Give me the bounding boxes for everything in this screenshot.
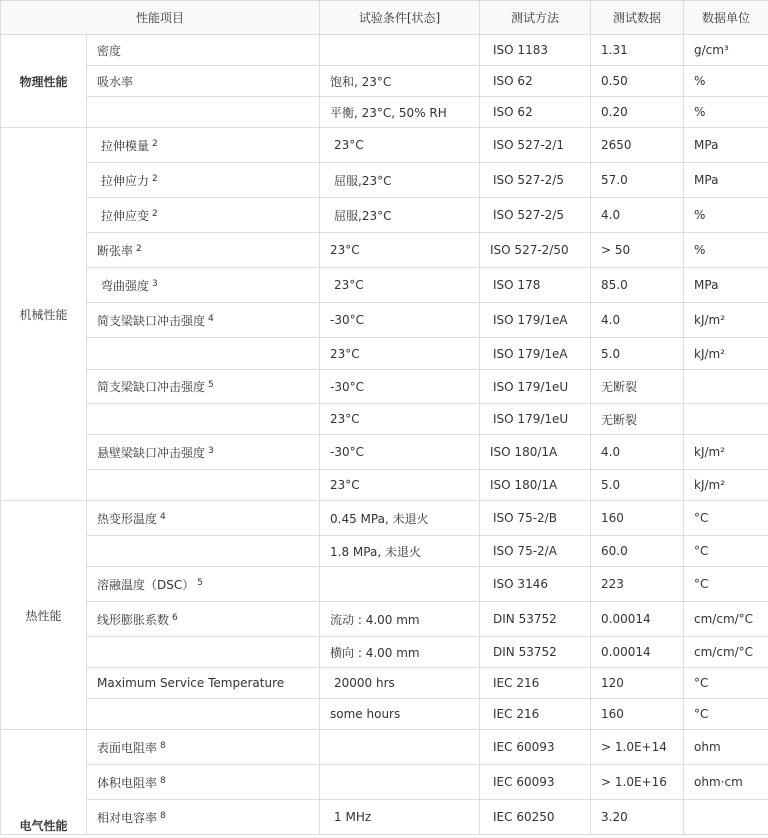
method-cell: ISO 179/1eA [480, 338, 591, 370]
method-cell: ISO 527-2/50 [480, 233, 591, 268]
property-cell [87, 404, 320, 435]
method-cell: IEC 216 [480, 668, 591, 699]
unit-cell: cm/cm/°C [684, 602, 768, 637]
condition-cell: 屈服,23°C [320, 198, 480, 233]
unit-cell: °C [684, 501, 768, 536]
property-cell: 体积电阻率 $^8$ [87, 765, 320, 800]
value-cell: 85.0 [591, 268, 684, 303]
condition-cell: 饱和, 23°C [320, 66, 480, 97]
property-cell [87, 699, 320, 730]
header-property: 性能项目 [1, 1, 320, 35]
method-cell: ISO 180/1A [480, 435, 591, 470]
unit-cell: °C [684, 668, 768, 699]
condition-cell: 23°C [320, 470, 480, 501]
table-row [1, 668, 768, 699]
method-cell: ISO 527-2/1 [480, 128, 591, 163]
value-cell: 5.0 [591, 470, 684, 501]
property-cell: 热变形温度 $^4$ [87, 501, 320, 536]
table-row [1, 97, 768, 128]
table-row [1, 338, 768, 370]
value-cell: 4.0 [591, 198, 684, 233]
unit-cell [684, 800, 768, 835]
header-unit: 数据单位 [684, 1, 768, 35]
unit-cell: MPa [684, 128, 768, 163]
condition-cell [320, 35, 480, 66]
unit-cell: cm/cm/°C [684, 637, 768, 668]
table-row [1, 303, 768, 338]
property-cell [87, 470, 320, 501]
value-cell: 0.00014 [591, 637, 684, 668]
table-row [1, 730, 768, 765]
unit-cell: kJ/m² [684, 435, 768, 470]
value-cell: 0.00014 [591, 602, 684, 637]
unit-cell: % [684, 233, 768, 268]
condition-cell: 平衡, 23°C, 50% RH [320, 97, 480, 128]
value-cell: 223 [591, 567, 684, 602]
unit-cell: g/cm³ [684, 35, 768, 66]
property-cell: 简支梁缺口冲击强度 $^4$ [87, 303, 320, 338]
table-row [1, 602, 768, 637]
header-condition: 试验条件[状态] [320, 1, 480, 35]
value-cell: 120 [591, 668, 684, 699]
unit-cell: ohm·cm [684, 765, 768, 800]
method-cell: IEC 60093 [480, 765, 591, 800]
property-cell [87, 637, 320, 668]
method-cell: ISO 179/1eU [480, 370, 591, 404]
unit-cell: % [684, 97, 768, 128]
value-cell: 无断裂 [591, 370, 684, 404]
condition-cell: 流动 : 4.00 mm [320, 602, 480, 637]
table-row [1, 370, 768, 404]
value-cell: 2650 [591, 128, 684, 163]
condition-cell [320, 567, 480, 602]
condition-cell: 23°C [320, 268, 480, 303]
unit-cell: °C [684, 567, 768, 602]
table-row [1, 435, 768, 470]
method-cell: ISO 527-2/5 [480, 163, 591, 198]
condition-cell [320, 765, 480, 800]
property-cell [87, 338, 320, 370]
table-row [1, 470, 768, 501]
unit-cell: % [684, 198, 768, 233]
method-cell: ISO 178 [480, 268, 591, 303]
property-cell: 溶融温度（DSC） $^5$ [87, 567, 320, 602]
unit-cell: MPa [684, 268, 768, 303]
value-cell: 5.0 [591, 338, 684, 370]
value-cell: 1.31 [591, 35, 684, 66]
property-cell: 悬壁梁缺口冲击强度 $^3$ [87, 435, 320, 470]
category-thermal: 热性能 [1, 501, 87, 730]
condition-cell: -30°C [320, 435, 480, 470]
property-cell: 弯曲强度 $^3$ [87, 268, 320, 303]
category-electrical: 电气性能 [1, 730, 87, 835]
method-cell: ISO 179/1eA [480, 303, 591, 338]
condition-cell: 1 MHz [320, 800, 480, 835]
condition-cell: -30°C [320, 303, 480, 338]
table-row [1, 163, 768, 198]
property-cell: 断张率 $^2$ [87, 233, 320, 268]
property-cell: 表面电阻率 $^8$ [87, 730, 320, 765]
unit-cell: °C [684, 536, 768, 567]
table-row [1, 699, 768, 730]
condition-cell: 23°C [320, 233, 480, 268]
property-cell: 拉伸应变 $^2$ [87, 198, 320, 233]
table-row [1, 567, 768, 602]
unit-cell: MPa [684, 163, 768, 198]
table-row [1, 536, 768, 567]
table-row [1, 404, 768, 435]
condition-cell [320, 730, 480, 765]
method-cell: ISO 75-2/B [480, 501, 591, 536]
table-row [1, 765, 768, 800]
unit-cell: kJ/m² [684, 470, 768, 501]
value-cell: 160 [591, 699, 684, 730]
method-cell: DIN 53752 [480, 602, 591, 637]
value-cell: 60.0 [591, 536, 684, 567]
property-cell: 拉伸应力 $^2$ [87, 163, 320, 198]
unit-cell: % [684, 66, 768, 97]
table-row [1, 35, 768, 66]
property-cell [87, 97, 320, 128]
property-cell: 吸水率 [87, 66, 320, 97]
value-cell: 0.50 [591, 66, 684, 97]
value-cell: > 1.0E+16 [591, 765, 684, 800]
condition-cell: 23°C [320, 128, 480, 163]
unit-cell: ohm [684, 730, 768, 765]
property-cell: 简支梁缺口冲击强度 $^5$ [87, 370, 320, 404]
method-cell: ISO 3146 [480, 567, 591, 602]
header-method: 测试方法 [480, 1, 591, 35]
method-cell: IEC 60093 [480, 730, 591, 765]
table-row [1, 198, 768, 233]
value-cell: 无断裂 [591, 404, 684, 435]
condition-cell: 20000 hrs [320, 668, 480, 699]
value-cell: > 50 [591, 233, 684, 268]
table-row [1, 233, 768, 268]
method-cell: ISO 180/1A [480, 470, 591, 501]
value-cell: 3.20 [591, 800, 684, 835]
condition-cell: 23°C [320, 404, 480, 435]
header-value: 测试数据 [591, 1, 684, 35]
table-header-row [1, 1, 768, 35]
condition-cell: 屈服,23°C [320, 163, 480, 198]
method-cell: DIN 53752 [480, 637, 591, 668]
unit-cell [684, 370, 768, 404]
property-cell [87, 536, 320, 567]
table-row [1, 637, 768, 668]
table-row [1, 128, 768, 163]
table-row [1, 501, 768, 536]
method-cell: ISO 527-2/5 [480, 198, 591, 233]
unit-cell: °C [684, 699, 768, 730]
property-cell: 拉伸模量 $^2$ [87, 128, 320, 163]
condition-cell: 横向 : 4.00 mm [320, 637, 480, 668]
table-row [1, 66, 768, 97]
method-cell: IEC 216 [480, 699, 591, 730]
property-cell: 线形膨胀系数 $^6$ [87, 602, 320, 637]
method-cell: IEC 60250 [480, 800, 591, 835]
value-cell: 4.0 [591, 435, 684, 470]
property-cell: 密度 [87, 35, 320, 66]
category-mechanical: 机械性能 [1, 128, 87, 501]
property-cell: 相对电容率 $^8$ [87, 800, 320, 835]
method-cell: ISO 62 [480, 66, 591, 97]
value-cell: 160 [591, 501, 684, 536]
condition-cell: some hours [320, 699, 480, 730]
method-cell: ISO 75-2/A [480, 536, 591, 567]
unit-cell: kJ/m² [684, 303, 768, 338]
property-cell: Maximum Service Temperature [87, 668, 320, 699]
condition-cell: 1.8 MPa, 未退火 [320, 536, 480, 567]
method-cell: ISO 1183 [480, 35, 591, 66]
value-cell: 0.20 [591, 97, 684, 128]
unit-cell [684, 404, 768, 435]
value-cell: > 1.0E+14 [591, 730, 684, 765]
condition-cell: -30°C [320, 370, 480, 404]
method-cell: ISO 62 [480, 97, 591, 128]
method-cell: ISO 179/1eU [480, 404, 591, 435]
category-physical: 物理性能 [1, 35, 87, 128]
table-row [1, 268, 768, 303]
condition-cell: 23°C [320, 338, 480, 370]
value-cell: 57.0 [591, 163, 684, 198]
condition-cell: 0.45 MPa, 未退火 [320, 501, 480, 536]
value-cell: 4.0 [591, 303, 684, 338]
table-row [1, 800, 768, 835]
unit-cell: kJ/m² [684, 338, 768, 370]
